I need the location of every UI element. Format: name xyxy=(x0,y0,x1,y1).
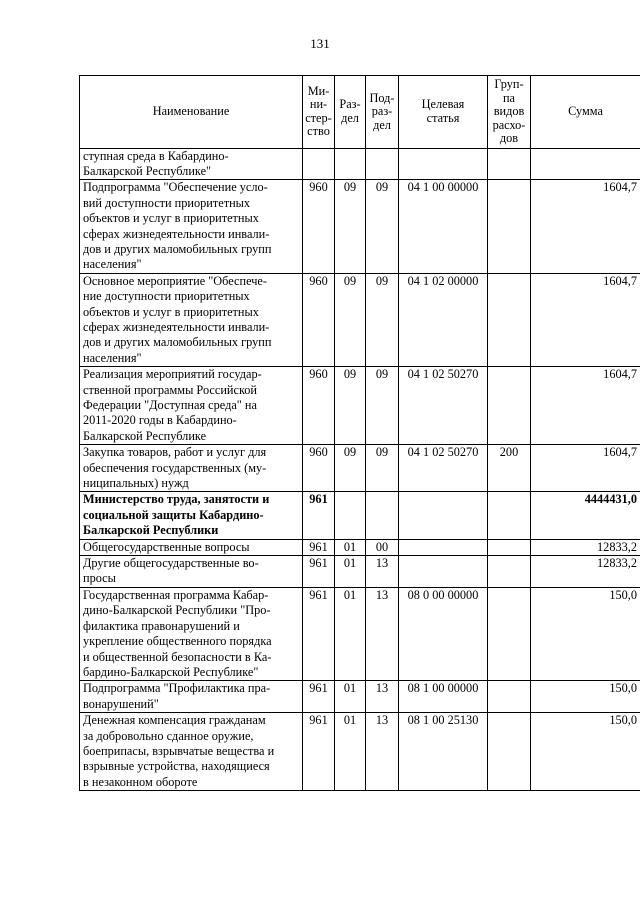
cell-target: 04 1 02 00000 xyxy=(399,273,488,366)
cell-section xyxy=(335,148,366,180)
cell-group xyxy=(488,492,531,539)
cell-section: 01 xyxy=(335,713,366,791)
cell-group xyxy=(488,367,531,445)
cell-amount: 150,0 xyxy=(531,713,640,791)
cell-ministry: 960 xyxy=(303,180,335,273)
cell-amount: 4444431,0 xyxy=(531,492,640,539)
cell-group xyxy=(488,556,531,588)
cell-amount: 1604,7 xyxy=(531,367,640,445)
cell-ministry: 961 xyxy=(303,556,335,588)
cell-ministry: 961 xyxy=(303,713,335,791)
table-row xyxy=(80,445,640,492)
cell-amount: 150,0 xyxy=(531,587,640,680)
cell-subsection xyxy=(366,492,399,539)
cell-amount: 12833,2 xyxy=(531,539,640,555)
cell-target: 04 1 02 50270 xyxy=(399,367,488,445)
cell-name: Министерство труда, занятости и социальной защиты Кабардино- Балкарской Республики xyxy=(80,492,303,539)
cell-name: Реализация мероприятий государ- ственной программы Российской Федерации "Доступная среда" на 2011-2020 годы в Кабардино- Балкарской Республике xyxy=(80,367,303,445)
table-header-row xyxy=(80,76,640,149)
cell-section: 09 xyxy=(335,445,366,492)
table-row xyxy=(80,713,640,791)
cell-name: Основное мероприятие "Обеспече- ние доступности приоритетных объектов и услуг в приоритетных сферах жизнедеятельности инвали- дов и других маломобильных групп населения" xyxy=(80,273,303,366)
cell-target: 04 1 00 00000 xyxy=(399,180,488,273)
table-row xyxy=(80,367,640,445)
cell-section: 01 xyxy=(335,587,366,680)
table-row xyxy=(80,587,640,680)
cell-name: Закупка товаров, работ и услуг для обеспечения государственных (му- ниципальных) нужд xyxy=(80,445,303,492)
cell-amount: 1604,7 xyxy=(531,445,640,492)
cell-name: Общегосударственные вопросы xyxy=(80,539,303,555)
cell-amount: 12833,2 xyxy=(531,556,640,588)
cell-ministry: 960 xyxy=(303,445,335,492)
cell-section: 09 xyxy=(335,367,366,445)
cell-name: ступная среда в Кабардино- Балкарской Республике" xyxy=(80,148,303,180)
cell-name: Государственная программа Кабар- дино-Балкарской Республики "Про- филактика правонарушений и укрепление общественного порядка и общественной безопасности в Ка- бардино-Балкарской Республике" xyxy=(80,587,303,680)
header-group: Груп- па видов расхо- дов xyxy=(488,76,531,149)
budget-table xyxy=(79,75,640,791)
cell-name: Подпрограмма "Обеспечение усло- вий доступности приоритетных объектов и услуг в приоритетных сферах жизнедеятельности инвали- дов и других маломобильных групп населения" xyxy=(80,180,303,273)
cell-group xyxy=(488,180,531,273)
cell-subsection: 13 xyxy=(366,587,399,680)
cell-subsection: 09 xyxy=(366,273,399,366)
table-row xyxy=(80,492,640,539)
page-number: 131 xyxy=(310,36,330,51)
cell-group xyxy=(488,681,531,713)
cell-subsection: 13 xyxy=(366,556,399,588)
cell-section: 09 xyxy=(335,273,366,366)
cell-ministry: 961 xyxy=(303,492,335,539)
cell-group xyxy=(488,148,531,180)
cell-target: 08 0 00 00000 xyxy=(399,587,488,680)
header-subsection: Под- раз- дел xyxy=(366,76,399,149)
cell-target xyxy=(399,492,488,539)
cell-subsection: 09 xyxy=(366,367,399,445)
cell-subsection: 13 xyxy=(366,681,399,713)
cell-amount xyxy=(531,148,640,180)
cell-target: 08 1 00 00000 xyxy=(399,681,488,713)
cell-section: 01 xyxy=(335,539,366,555)
cell-subsection: 09 xyxy=(366,180,399,273)
cell-ministry xyxy=(303,148,335,180)
cell-amount: 1604,7 xyxy=(531,273,640,366)
header-ministry: Ми- ни- стер- ство xyxy=(303,76,335,149)
cell-subsection: 00 xyxy=(366,539,399,555)
cell-group xyxy=(488,713,531,791)
cell-section: 01 xyxy=(335,556,366,588)
cell-target xyxy=(399,556,488,588)
table-body xyxy=(80,148,640,791)
cell-subsection: 09 xyxy=(366,445,399,492)
cell-group: 200 xyxy=(488,445,531,492)
cell-name: Подпрограмма "Профилактика пра- вонарушений" xyxy=(80,681,303,713)
cell-group xyxy=(488,587,531,680)
cell-ministry: 961 xyxy=(303,539,335,555)
cell-name: Денежная компенсация гражданам за добровольно сданное оружие, боеприпасы, взрывчатые вещества и взрывные устройства, находящиеся в незаконном обороте xyxy=(80,713,303,791)
cell-ministry: 960 xyxy=(303,367,335,445)
cell-amount: 1604,7 xyxy=(531,180,640,273)
table-row xyxy=(80,556,640,588)
cell-target xyxy=(399,148,488,180)
cell-subsection xyxy=(366,148,399,180)
cell-ministry: 961 xyxy=(303,587,335,680)
cell-ministry: 960 xyxy=(303,273,335,366)
header-section: Раз- дел xyxy=(335,76,366,149)
cell-group xyxy=(488,273,531,366)
cell-section: 09 xyxy=(335,180,366,273)
table-row xyxy=(80,681,640,713)
cell-target: 04 1 02 50270 xyxy=(399,445,488,492)
header-name: Наименование xyxy=(80,76,303,149)
table-row xyxy=(80,273,640,366)
cell-section xyxy=(335,492,366,539)
cell-amount: 150,0 xyxy=(531,681,640,713)
table-row xyxy=(80,539,640,555)
table-row xyxy=(80,180,640,273)
cell-subsection: 13 xyxy=(366,713,399,791)
table-row xyxy=(80,148,640,180)
cell-target xyxy=(399,539,488,555)
header-amount: Сумма xyxy=(531,76,640,149)
header-target: Целевая статья xyxy=(399,76,488,149)
cell-name: Другие общегосударственные во- просы xyxy=(80,556,303,588)
cell-ministry: 961 xyxy=(303,681,335,713)
cell-section: 01 xyxy=(335,681,366,713)
cell-group xyxy=(488,539,531,555)
cell-target: 08 1 00 25130 xyxy=(399,713,488,791)
